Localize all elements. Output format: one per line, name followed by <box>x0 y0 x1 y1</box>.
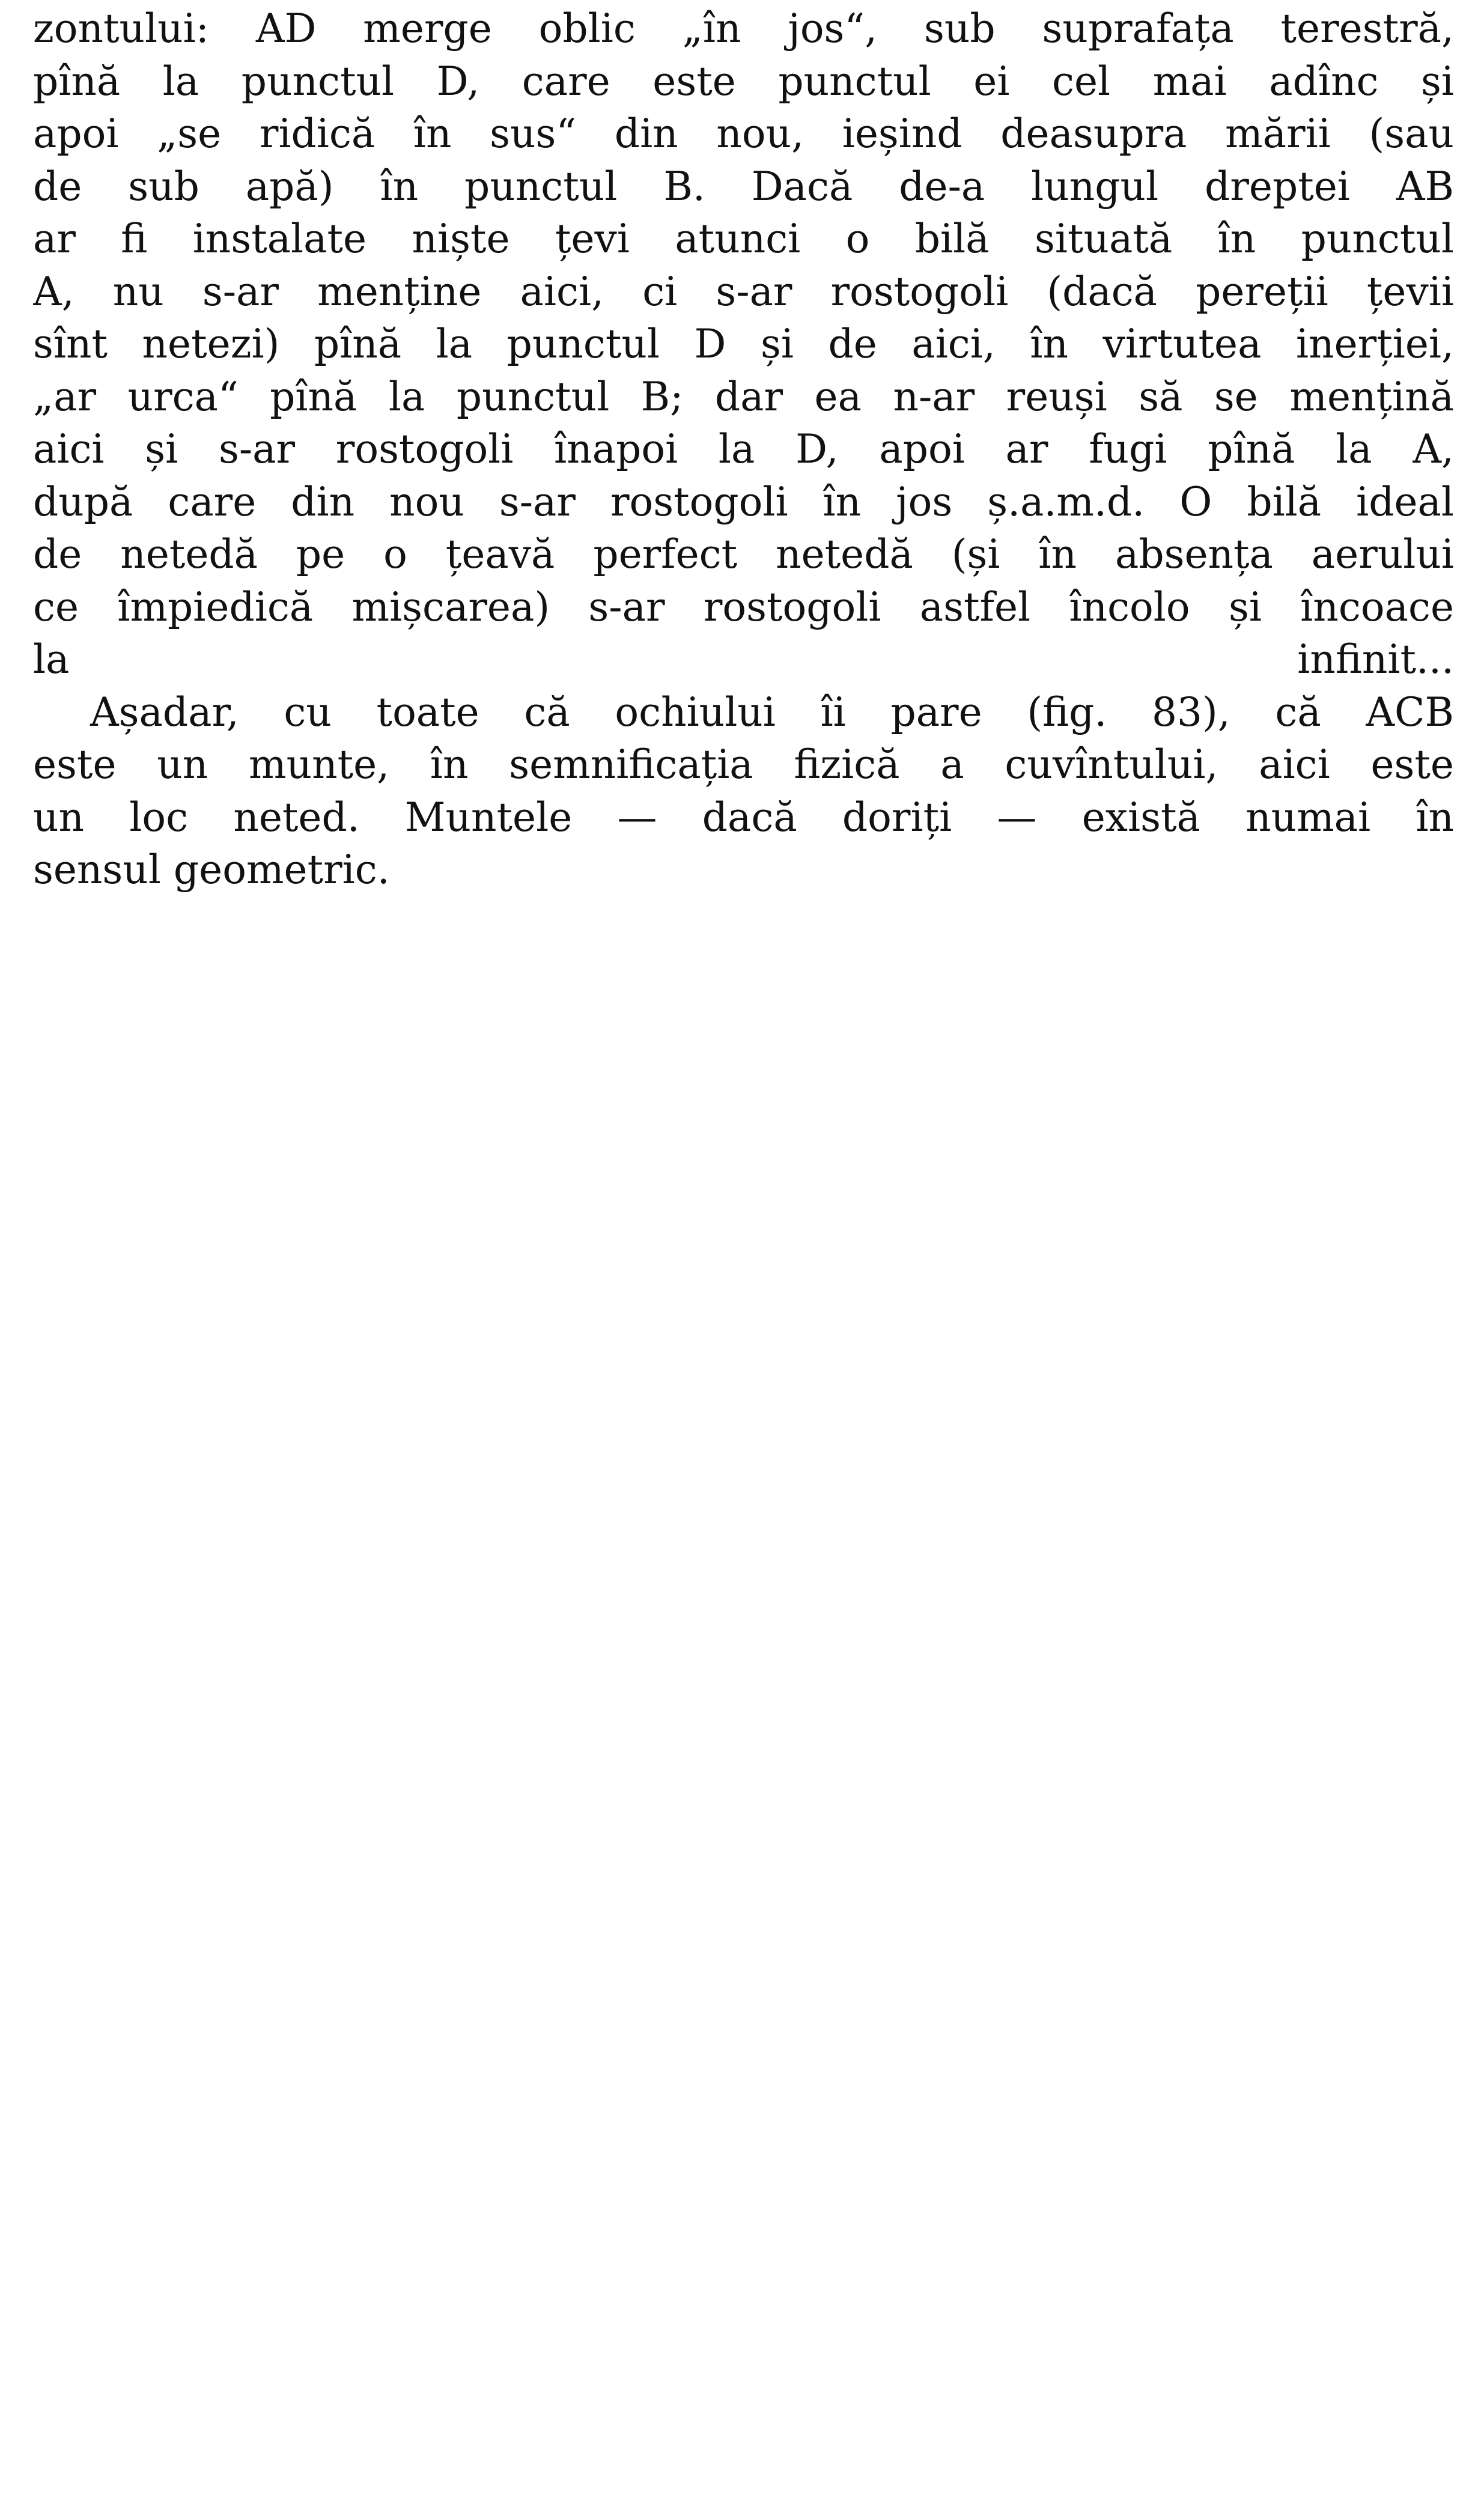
paragraph-1 <box>33 2 1454 686</box>
text-line: după care din nou s-ar rostogoli în jos ș.a.m.d. O bilă ideal <box>33 478 1454 525</box>
text-line: ar fi instalate niște țevi atunci o bilă situată în punctul <box>33 216 1454 262</box>
text-line: „ar urca“ pînă la punctul B; dar ea n-ar reuși să se mențină <box>33 373 1454 420</box>
text-line: ce împiedică mișcarea) s-ar rostogoli astfel încolo și încoace <box>33 583 1454 630</box>
body-text <box>33 2 1454 896</box>
text-line: Așadar, cu toate că ochiului îi pare (fig. 83), că ACB <box>90 689 1454 735</box>
text-line: de netedă pe o țeavă perfect netedă (și în absența aerului <box>33 531 1454 577</box>
text-line: de sub apă) în punctul B. Dacă de-a lungul dreptei AB <box>33 163 1454 210</box>
text-line: aici și s-ar rostogoli înapoi la D, apoi ar fugi pînă la A, <box>33 426 1454 472</box>
text-line: la infinit... <box>33 636 1454 683</box>
text-line: sînt netezi) pînă la punctul D și de aici, în virtutea inerției, <box>33 321 1454 367</box>
text-line: este un munte, în semnificația fizică a cuvîntului, aici este <box>33 741 1454 788</box>
text-line: zontului: AD merge oblic „în jos“, sub suprafața terestră, <box>33 5 1454 52</box>
paragraph-2 <box>33 686 1454 896</box>
text-line: A, nu s-ar menține aici, ci s-ar rostogoli (dacă pereții țevii <box>33 268 1454 315</box>
text-line: pînă la punctul D, care este punctul ei cel mai adînc și <box>33 58 1454 105</box>
text-line: un loc neted. Muntele — dacă doriți — există numai în <box>33 794 1454 841</box>
text-line: sensul geometric. <box>33 847 390 893</box>
text-line: apoi „se ridică în sus“ din nou, ieșind deasupra mării (sau <box>33 111 1454 157</box>
